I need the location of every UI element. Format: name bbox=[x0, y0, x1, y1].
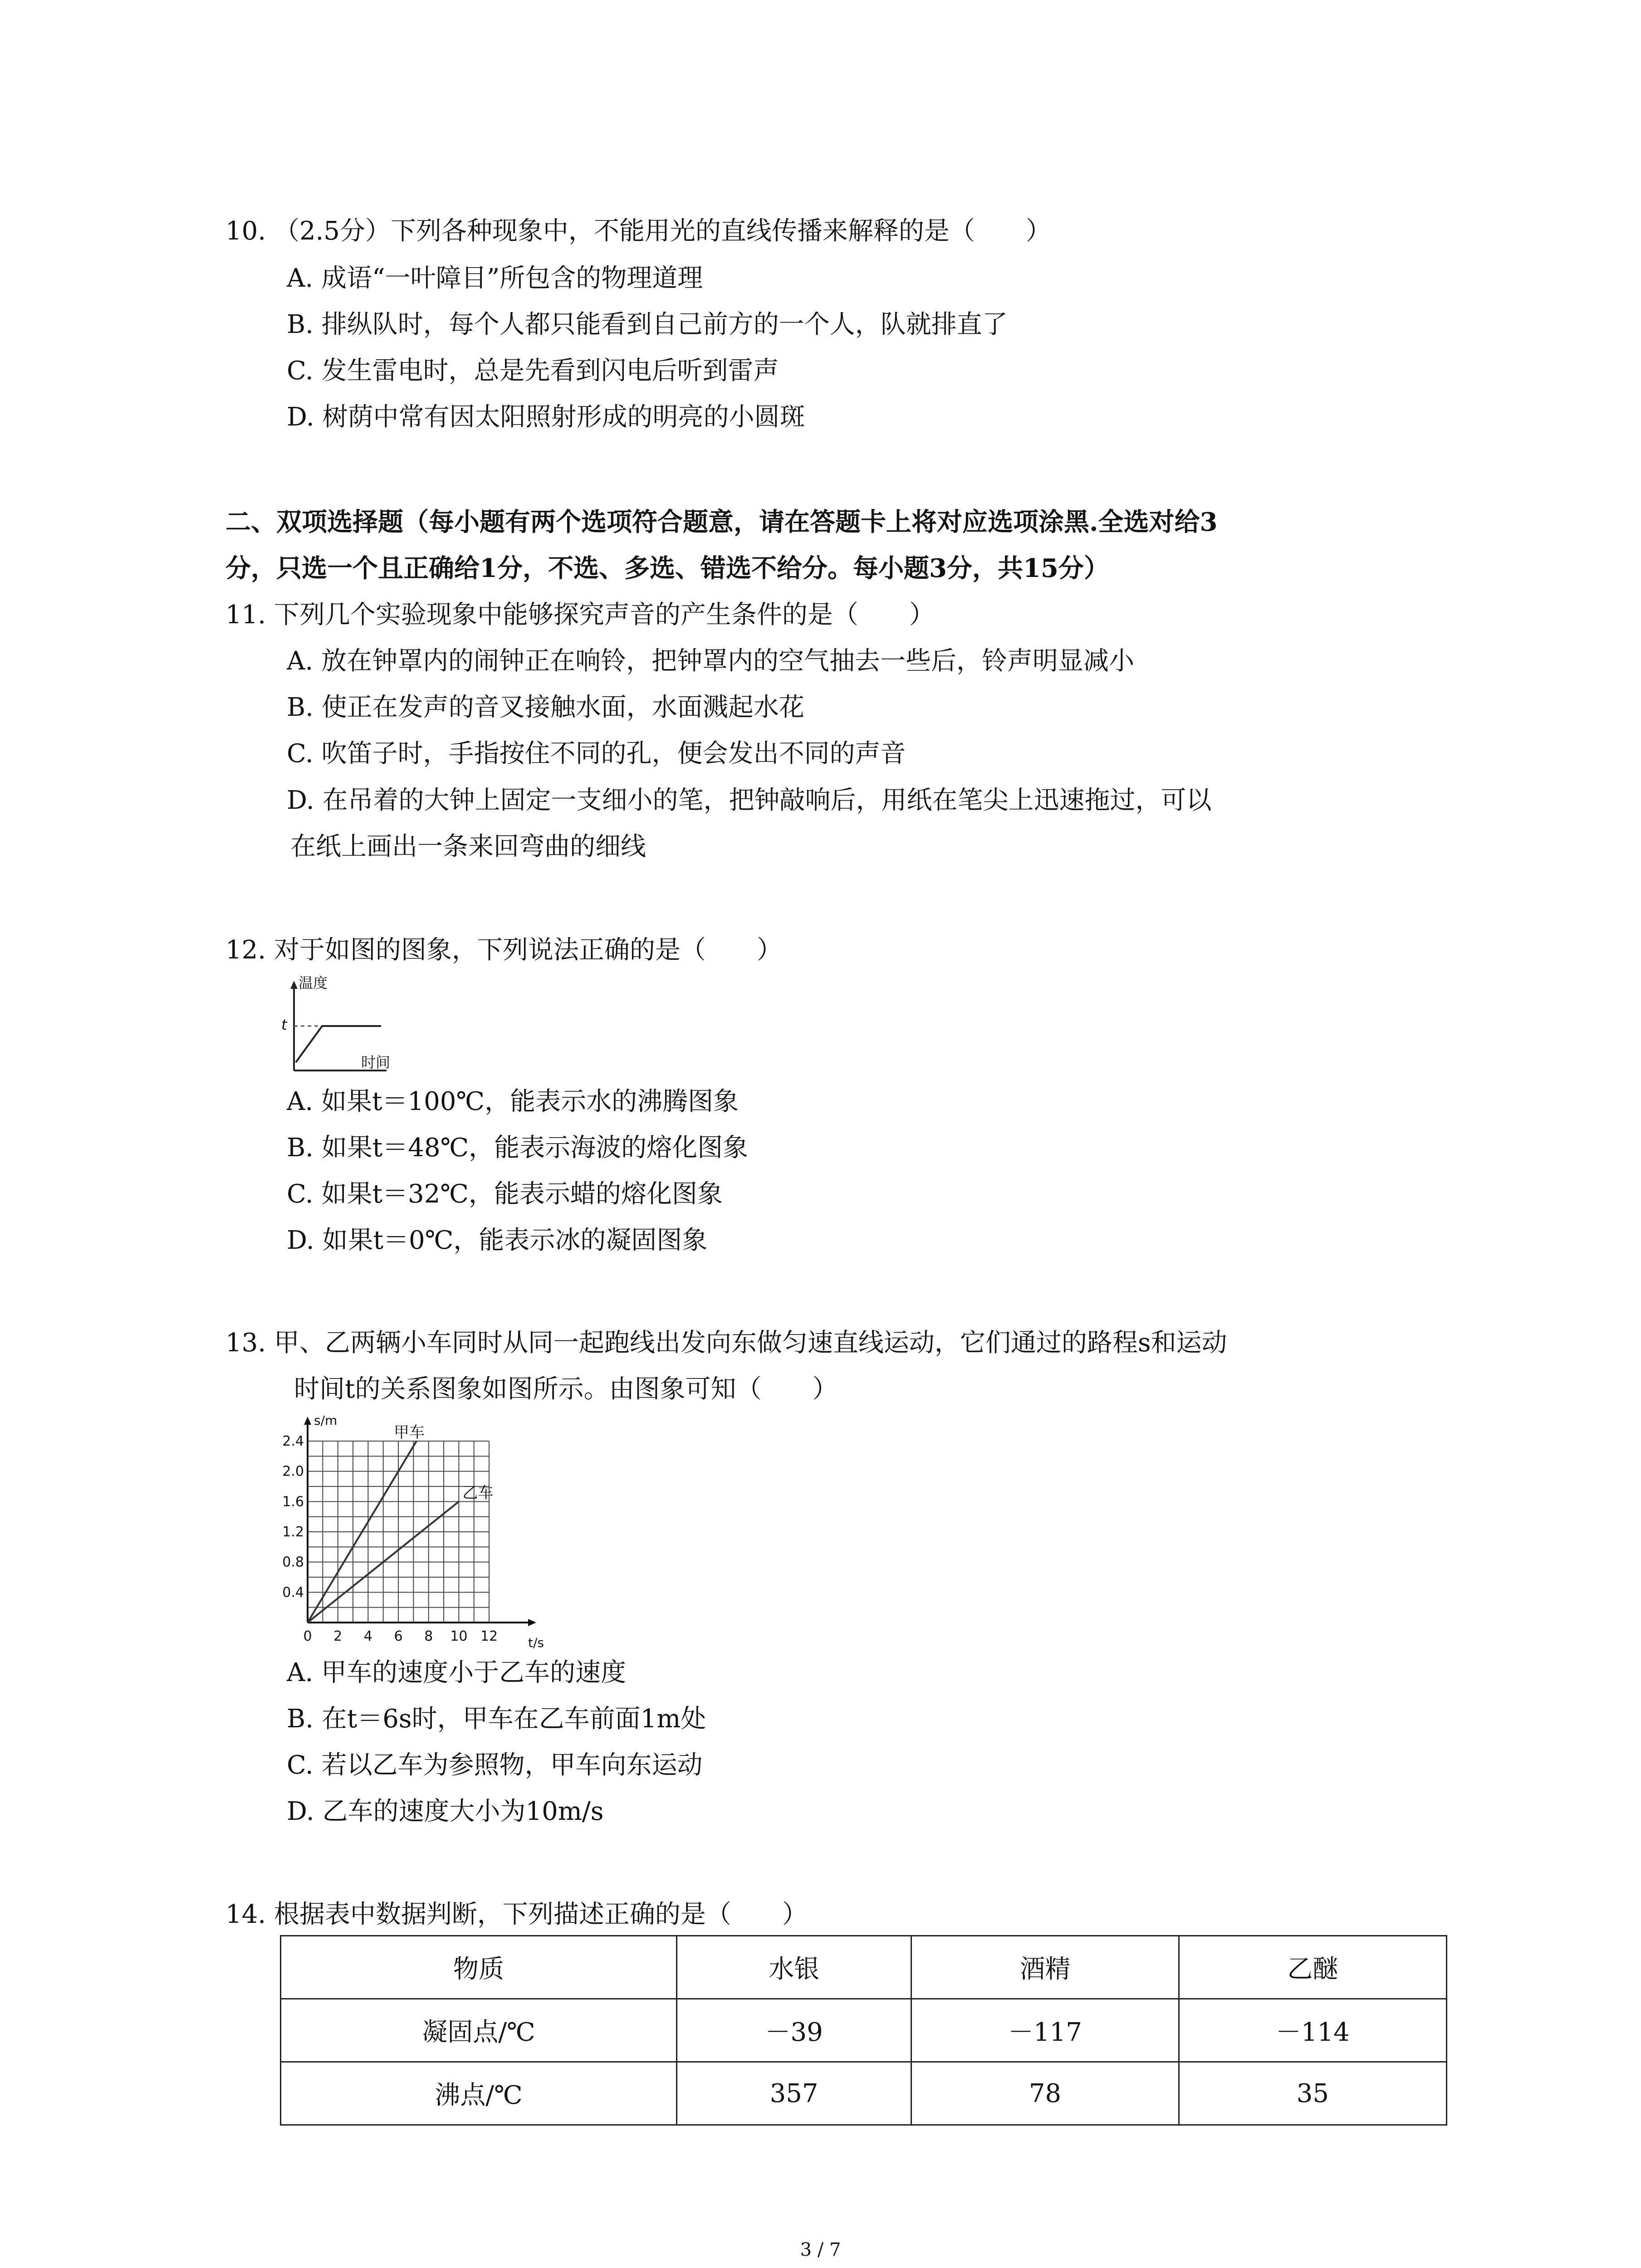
q10-option-d: D. 树荫中常有因太阳照射形成的明亮的小圆斑 bbox=[287, 402, 805, 432]
section2-heading-line1: 二、双项选择题（每小题有两个选项符合题意，请在答题卡上将对应选项涂黑.全选对给3 bbox=[225, 507, 1218, 537]
y-tick-label: 2.0 bbox=[282, 1463, 304, 1480]
x-tick-label: 8 bbox=[424, 1628, 433, 1644]
table-cell: 35 bbox=[1179, 2062, 1446, 2125]
q11-option-d: D. 在吊着的大钟上固定一支细小的笔，把钟敲响后，用纸在笔尖上迅速拖过，可以 bbox=[287, 786, 1212, 815]
q13-option-b: B. 在t＝6s时，甲车在乙车前面1m处 bbox=[287, 1704, 706, 1734]
q11-stem: 11. 下列几个实验现象中能够探究声音的产生条件的是（ ） bbox=[225, 600, 935, 630]
q13-option-a: A. 甲车的速度小于乙车的速度 bbox=[287, 1658, 627, 1687]
q13-stem-line2: 时间t的关系图象如图所示。由图象可知（ ） bbox=[294, 1374, 838, 1404]
table-cell: 凝固点/℃ bbox=[281, 1999, 677, 2062]
temperature-time-graph bbox=[272, 975, 390, 1075]
q10-option-c: C. 发生雷电时，总是先看到闪电后听到雷声 bbox=[287, 356, 779, 386]
distance-time-chart bbox=[272, 1408, 554, 1653]
y-axis-label: s/m bbox=[314, 1413, 338, 1428]
y-tick-label: 2.4 bbox=[282, 1433, 304, 1449]
q11-option-a: A. 放在钟罩内的闹钟正在响铃，把钟罩内的空气抽去一些后，铃声明显减小 bbox=[287, 646, 1135, 676]
substance-data-table bbox=[280, 1935, 1447, 2126]
q12-option-c: C. 如果t＝32℃，能表示蜡的熔化图象 bbox=[287, 1179, 723, 1209]
q14-stem: 14. 根据表中数据判断，下列描述正确的是（ ） bbox=[225, 1900, 808, 1929]
table-header-cell: 水银 bbox=[676, 1936, 911, 1999]
y-axis-arrow bbox=[304, 1417, 311, 1425]
table-cell: －114 bbox=[1179, 1999, 1446, 2062]
table-header-cell: 物质 bbox=[281, 1936, 677, 1999]
x-tick-label: 10 bbox=[450, 1628, 468, 1644]
table-row bbox=[281, 2062, 1447, 2125]
series-label: 甲车 bbox=[394, 1423, 425, 1442]
table-cell: －117 bbox=[911, 1999, 1179, 2062]
q13-option-d: D. 乙车的速度大小为10m/s bbox=[287, 1797, 604, 1826]
y-tick-label: 0.8 bbox=[282, 1554, 304, 1570]
q13-option-c: C. 若以乙车为参照物，甲车向东运动 bbox=[287, 1750, 703, 1780]
q13-stem-line1: 13. 甲、乙两辆小车同时从同一起跑线出发向东做匀速直线运动，它们通过的路程s和运动 bbox=[225, 1328, 1227, 1358]
y-tick-label: 0.4 bbox=[282, 1584, 304, 1601]
x-tick-label: 4 bbox=[363, 1628, 372, 1644]
q10-option-a: A. 成语“一叶障目”所包含的物理道理 bbox=[287, 264, 703, 293]
x-axis-label: t/s bbox=[528, 1635, 544, 1650]
table-header-cell: 乙醚 bbox=[1179, 1936, 1446, 1999]
chart-axes bbox=[304, 1417, 536, 1626]
level-label: t bbox=[281, 1016, 287, 1033]
page-number: 3 / 7 bbox=[800, 2239, 841, 2260]
series-label: 乙车 bbox=[462, 1484, 494, 1502]
q12-option-a: A. 如果t＝100℃，能表示水的沸腾图象 bbox=[287, 1087, 739, 1116]
x-tick-label: 6 bbox=[394, 1628, 403, 1644]
x-tick-label: 0 bbox=[303, 1628, 312, 1644]
table-cell: 357 bbox=[676, 2062, 911, 2125]
table-row bbox=[281, 1999, 1447, 2062]
q10-stem: 10. （2.5分）下列各种现象中，不能用光的直线传播来解释的是（ ） bbox=[225, 216, 1051, 246]
table-header-cell: 酒精 bbox=[911, 1936, 1179, 1999]
x-axis-arrow bbox=[528, 1619, 536, 1626]
q12-stem: 12. 对于如图的图象，下列说法正确的是（ ） bbox=[225, 935, 782, 965]
q11-option-c: C. 吹笛子时，手指按住不同的孔，便会发出不同的声音 bbox=[287, 739, 906, 768]
table-cell: 沸点/℃ bbox=[281, 2062, 677, 2125]
x-axis-label: 时间 bbox=[361, 1054, 390, 1071]
x-tick-label: 2 bbox=[333, 1628, 343, 1644]
q12-option-d: D. 如果t＝0℃，能表示冰的凝固图象 bbox=[287, 1226, 708, 1255]
q11-option-d-continued: 在纸上画出一条来回弯曲的细线 bbox=[290, 832, 646, 861]
y-tick-label: 1.2 bbox=[282, 1524, 304, 1540]
y-tick-label: 1.6 bbox=[282, 1494, 304, 1510]
q11-option-b: B. 使正在发声的音叉接触水面，水面溅起水花 bbox=[287, 693, 804, 722]
chart-grid bbox=[308, 1441, 489, 1623]
y-axis-arrow bbox=[290, 981, 298, 989]
q12-option-b: B. 如果t＝48℃，能表示海波的熔化图象 bbox=[287, 1133, 749, 1163]
y-axis-label: 温度 bbox=[299, 975, 328, 992]
section2-heading-line2: 分，只选一个且正确给1分，不选、多选、错选不给分。每小题3分，共15分） bbox=[225, 553, 1109, 583]
table-cell: 78 bbox=[911, 2062, 1179, 2125]
table-cell: －39 bbox=[676, 1999, 911, 2062]
q10-option-b: B. 排纵队时，每个人都只能看到自己前方的一个人，队就排直了 bbox=[287, 310, 1008, 339]
x-tick-label: 12 bbox=[480, 1628, 498, 1644]
table-header-row bbox=[281, 1936, 1447, 1999]
